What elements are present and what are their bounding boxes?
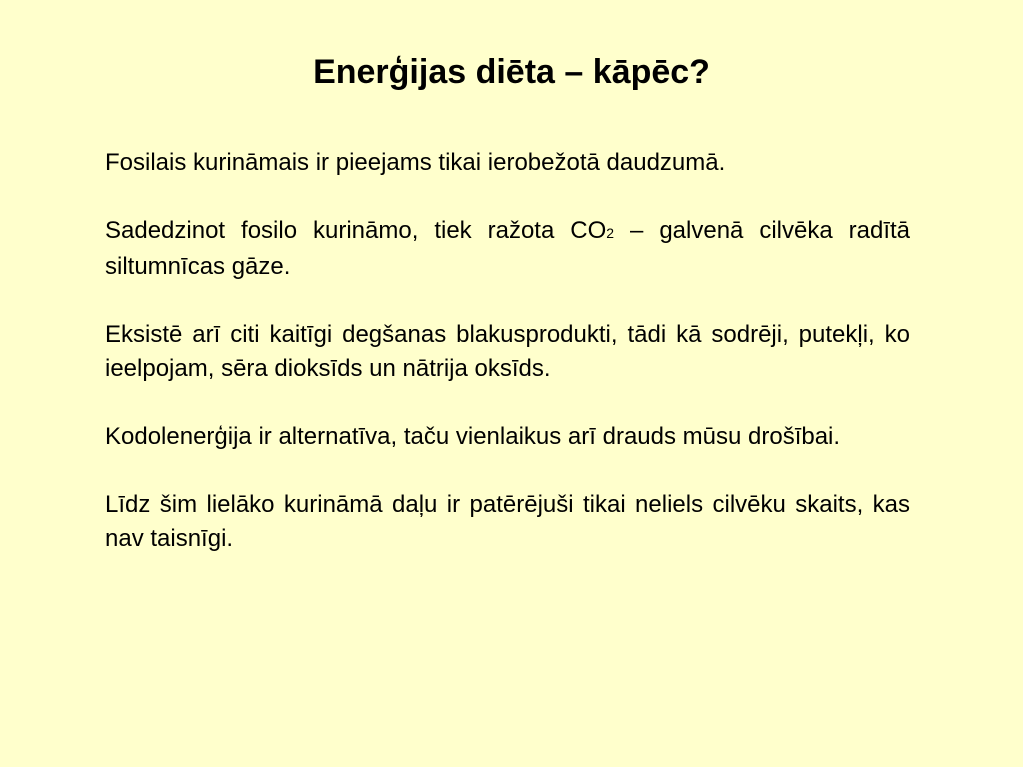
slide-title: Enerģijas diēta – kāpēc?	[313, 53, 710, 91]
paragraph-co2	[105, 214, 910, 284]
paragraph-nuclear: Kodolenerģija ir alternatīva, taču vienlaikus arī drauds mūsu drošībai.	[105, 423, 841, 450]
paragraph-fairness: Līdz šim lielāko kurināmā daļu ir patērējuši tikai neliels cilvēku skaits, kas nav taisnīgi.	[105, 491, 910, 552]
paragraph-co2-text-after: – galvenā cilvēka radītā siltumnīcas gāze.	[105, 217, 911, 280]
paragraph-byproducts: Eksistē arī citi kaitīgi degšanas blakusprodukti, tādi kā sodrēji, putekļi, ko ieelpojam, sēra dioksīds un nātrija oksīds.	[105, 321, 910, 382]
paragraph-co2-text-before: Sadedzinot fosilo kurināmo, tiek ražota CO	[105, 217, 607, 244]
slide-body	[105, 146, 910, 590]
paragraph-fossil-limited: Fosilais kurināmais ir pieejams tikai ierobežotā daudzumā.	[105, 149, 726, 176]
co2-subscript: 2	[606, 225, 615, 241]
